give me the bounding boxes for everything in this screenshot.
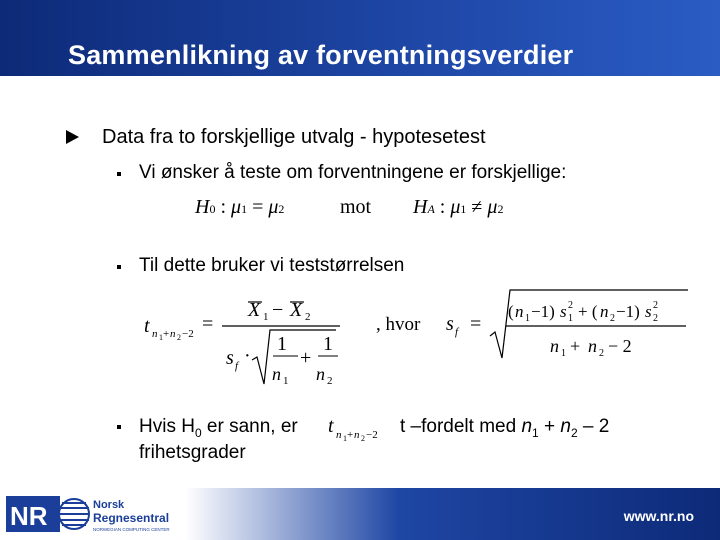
slide-title: Sammenlikning av forventningsverdier — [68, 40, 574, 70]
svg-text:+: + — [163, 328, 170, 340]
svg-text:n: n — [170, 328, 176, 340]
svg-text:2: 2 — [610, 313, 615, 324]
svg-text:−2: −2 — [366, 429, 378, 441]
sub-bullet-3: Hvis $H_0$ er sann, er — [139, 416, 298, 440]
svg-text:NORWEGIAN COMPUTING CENTER: NORWEGIAN COMPUTING CENTER — [93, 527, 170, 532]
svg-text:−2: −2 — [182, 328, 194, 340]
svg-text:(: ( — [508, 302, 514, 321]
svg-text:1: 1 — [159, 333, 163, 342]
svg-text:+ (: + ( — [578, 302, 598, 321]
sub-bullet-2: Til dette bruker vi teststørrelsen — [139, 255, 405, 276]
svg-text:Norsk: Norsk — [93, 499, 125, 511]
svg-text:1: 1 — [323, 333, 333, 355]
bullet-triangle-icon — [66, 130, 79, 144]
ha-formula: HA : μ1 ≠ μ2 — [413, 196, 504, 218]
svg-text:n: n — [336, 429, 342, 441]
svg-text:=: = — [470, 313, 482, 335]
svg-text:− 2: − 2 — [608, 336, 632, 356]
main-bullet-text: Data fra to forskjellige utvalg - hypotesetest — [102, 126, 486, 148]
h0-formula: H0 : μ1 = μ2 — [195, 196, 285, 218]
svg-text:f: f — [235, 360, 239, 372]
svg-text:1: 1 — [263, 311, 269, 323]
svg-text:2: 2 — [653, 313, 658, 324]
svg-text:+: + — [347, 429, 354, 441]
svg-text:t: t — [328, 415, 334, 437]
svg-text:NR: NR — [10, 501, 48, 531]
svg-text:1: 1 — [525, 313, 530, 324]
bullet-square-icon — [117, 265, 121, 269]
nr-logo — [6, 494, 176, 534]
svg-text:s: s — [446, 313, 454, 335]
svg-text:n: n — [588, 336, 597, 356]
svg-text:1: 1 — [568, 313, 573, 324]
svg-text:n: n — [152, 328, 158, 340]
svg-text:−1): −1) — [616, 302, 640, 321]
svg-text:1: 1 — [343, 434, 347, 443]
svg-text:1: 1 — [277, 333, 287, 355]
svg-text:n: n — [354, 429, 360, 441]
svg-text:2: 2 — [599, 348, 604, 359]
sub-bullet-1: Vi ønsker å teste om forventningene er forskjellige: — [139, 162, 567, 183]
svg-text:2: 2 — [177, 333, 181, 342]
svg-text:−: − — [272, 299, 284, 321]
svg-text:n: n — [515, 302, 524, 321]
svg-text:n: n — [600, 302, 609, 321]
svg-text:=: = — [202, 313, 214, 335]
svg-text:2: 2 — [327, 375, 333, 387]
mot-label: mot — [340, 196, 372, 218]
svg-text:t: t — [144, 315, 150, 337]
svg-text:s: s — [645, 302, 652, 321]
svg-text:2: 2 — [305, 311, 311, 323]
bullet-square-icon — [117, 172, 121, 176]
svg-text:n: n — [316, 364, 325, 384]
svg-text:1: 1 — [283, 375, 289, 387]
svg-text:f: f — [455, 326, 459, 338]
svg-text:X: X — [248, 299, 261, 321]
bullet-square-icon — [117, 425, 121, 429]
sub-bullet-3-line2: frihetsgrader — [139, 442, 246, 463]
svg-text:·: · — [244, 345, 251, 367]
website-link[interactable]: www.nr.no — [623, 508, 694, 524]
svg-text:−1): −1) — [531, 302, 555, 321]
svg-text:n: n — [272, 364, 281, 384]
svg-text:2: 2 — [653, 300, 658, 311]
hvor-label: , hvor — [376, 314, 421, 335]
svg-text:2: 2 — [361, 434, 365, 443]
svg-text:X: X — [290, 299, 303, 321]
globe-icon — [59, 499, 89, 529]
svg-text:s: s — [226, 347, 234, 369]
svg-text:Regnesentral: Regnesentral — [93, 511, 170, 525]
t-symbol — [326, 412, 396, 446]
sub-bullet-3-continuation: t –fordelt med $n_1 + n_2 - 2$ — [400, 416, 610, 440]
svg-text:1: 1 — [561, 348, 566, 359]
svg-text:2: 2 — [568, 300, 573, 311]
svg-text:+: + — [300, 347, 312, 369]
svg-text:n: n — [550, 336, 559, 356]
svg-text:+: + — [570, 336, 581, 356]
svg-text:s: s — [560, 302, 567, 321]
test-statistic-formula — [140, 288, 700, 393]
